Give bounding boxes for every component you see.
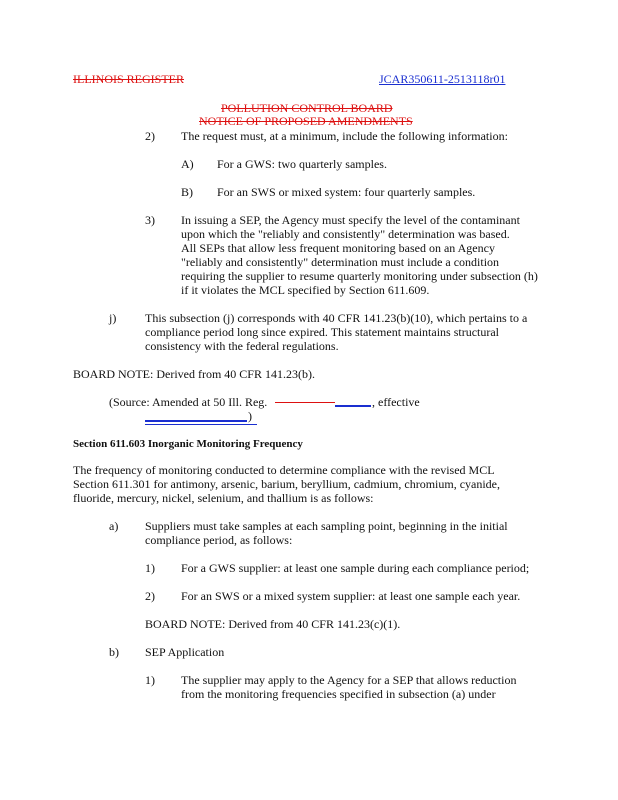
sub-a-item-1-number: 1) (145, 561, 155, 575)
item-j-line-1: This subsection (j) corresponds with 40 CFR 141.23(b)(10), which pertains to a (145, 311, 528, 325)
sub-a-item-2-number: 2) (145, 589, 155, 603)
item-j-line-2: compliance period long since expired. This statement maintains structural (145, 325, 500, 339)
header-board: POLLUTION CONTROL BOARD (221, 101, 393, 115)
source-blue-underline (335, 405, 371, 407)
intro-line-2: Section 611.301 for antimony, arsenic, barium, beryllium, cadmium, chromium, cyanide, (73, 477, 501, 491)
header-notice: NOTICE OF PROPOSED AMENDMENTS (199, 114, 413, 128)
item-j-line-3: consistency with the federal regulations. (145, 339, 339, 353)
intro-line-1: The frequency of monitoring conducted to determine compliance with the revised MCL (73, 463, 495, 477)
source-date-underline (145, 424, 257, 425)
item-3-line-3: All SEPs that allow less frequent monitoring based on an Agency (181, 241, 495, 255)
header-left: ILLINOIS REGISTER (73, 72, 184, 86)
source-effective: , effective (372, 395, 420, 409)
sub-a-line-1: Suppliers must take samples at each sampling point, beginning in the initial (145, 519, 508, 533)
item-2-number: 2) (145, 129, 155, 143)
board-note-2: BOARD NOTE: Derived from 40 CFR 141.23(c)(1). (145, 617, 401, 631)
item-3-line-2: upon which the "reliably and consistently" determination was based. (181, 227, 510, 241)
sub-b-title: SEP Application (145, 645, 225, 659)
item-3-number: 3) (145, 213, 155, 227)
item-b-number: B) (181, 185, 193, 199)
sub-b-item-1-line-2: from the monitoring frequencies specified in subsection (a) under (181, 687, 496, 701)
item-3-line-6: if it violates the MCL specified by Section 611.609. (181, 283, 430, 297)
section-heading: Section 611.603 Inorganic Monitoring Frequency (73, 438, 303, 450)
source-close: ) (248, 409, 252, 423)
sub-a-item-2-text: For an SWS or a mixed system supplier: at least one sample each year. (181, 589, 521, 603)
item-j-number: j) (109, 311, 117, 325)
item-a-number: A) (181, 157, 194, 171)
header-right: JCAR350611-2513118r01 (379, 72, 506, 86)
sub-b-item-1-number: 1) (145, 673, 155, 687)
sub-b-item-1-line-1: The supplier may apply to the Agency for a SEP that allows reduction (181, 673, 517, 687)
item-3-line-5: requiring the supplier to resume quarterly monitoring under subsection (h) (181, 269, 538, 283)
item-3-line-4: "reliably and consistently" determination must include a condition (181, 255, 500, 269)
item-2-text: The request must, at a minimum, include the following information: (181, 129, 508, 143)
sub-a-item-1-text: For a GWS supplier: at least one sample during each compliance period; (181, 561, 530, 575)
item-b-text: For an SWS or mixed system: four quarterly samples. (217, 185, 476, 199)
source-date-blank (145, 420, 247, 422)
item-a-text: For a GWS: two quarterly samples. (217, 157, 387, 171)
sub-a-line-2: compliance period, as follows: (145, 533, 293, 547)
sub-b-number: b) (109, 645, 119, 659)
item-3-line-1: In issuing a SEP, the Agency must specify the level of the contaminant (181, 213, 520, 227)
sub-a-number: a) (109, 519, 119, 533)
source-prefix: (Source: Amended at 50 Ill. Reg. (109, 395, 268, 409)
source-red-underline (275, 402, 335, 403)
board-note-1: BOARD NOTE: Derived from 40 CFR 141.23(b). (73, 367, 315, 381)
intro-line-3: fluoride, mercury, nickel, selenium, and thallium is as follows: (73, 491, 374, 505)
